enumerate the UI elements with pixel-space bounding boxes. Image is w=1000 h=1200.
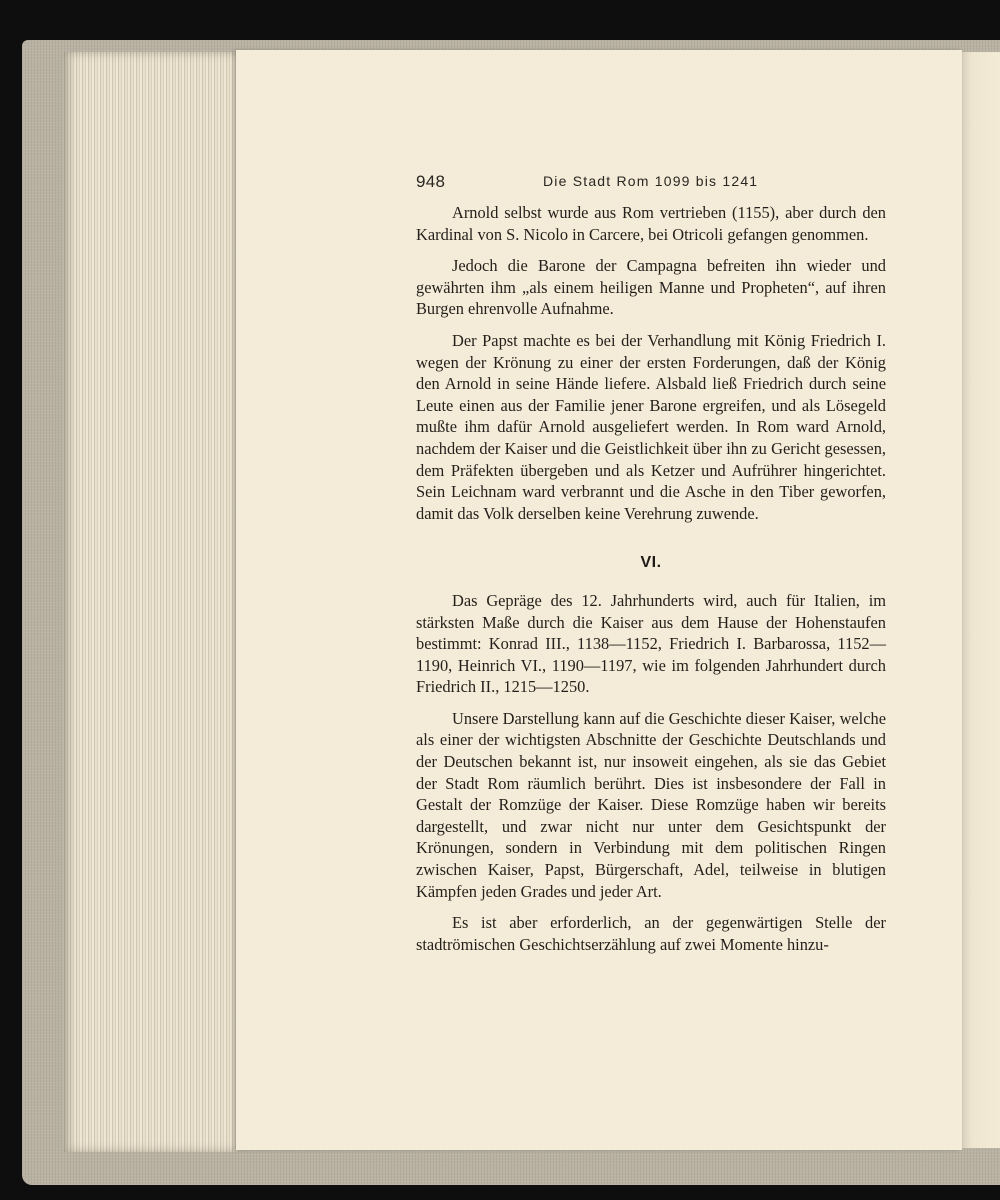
paragraph: Das Gepräge des 12. Jahrhunderts wird, auch für Italien, im stärksten Maße durch die Kaiser aus dem Hause der Hohenstaufen bestimmt: Konrad III., 1138—1152, Friedrich I. Barbarossa, 1152—1190, Heinrich VI., 1190—1197, wie im folgenden Jahrhundert durch Friedrich II., 1215—1250. xyxy=(416,590,886,697)
book-page xyxy=(236,50,962,1150)
paragraph: Jedoch die Barone der Campagna befreiten ihn wieder und gewährten ihm „als einem heiligen Manne und Propheten“, auf ihren Burgen ehrenvolle Aufnahme. xyxy=(416,256,886,319)
next-page-edge xyxy=(962,52,1000,1148)
section-heading: VI. xyxy=(640,554,662,572)
paragraph: Unsere Darstellung kann auf die Geschichte dieser Kaiser, welche als einer der wichtigsten Abschnitte der Geschichte Deutschlands und der Deutschen bekannt ist, nur insoweit eingehen, als sie das Gebiet der Stadt Rom räumlich berührt. Dies ist insbesondere der Fall in Gestalt der Romzüge der Kaiser. Diese Romzüge haben wir bereits dargestellt, und zwar nicht nur unter dem Gesichtspunkt der Krönungen, sondern in Verbindung mit dem politischen Ringen zwischen Kaiser, Papst, Bürgerschaft, Adel, teilweise in blutigen Kämpfen jeden Grades und jeder Art. xyxy=(416,708,886,901)
page-number: 948 xyxy=(416,172,446,191)
page-edges xyxy=(62,52,244,1152)
paragraph: Arnold selbst wurde aus Rom vertrieben (1155), aber durch den Kardinal von S. Nicolo in Carcere, bei Otricoli gefangen genommen. xyxy=(416,203,886,244)
text-block xyxy=(416,202,886,965)
running-title: Die Stadt Rom 1099 bis 1241 xyxy=(543,173,759,189)
running-head xyxy=(416,172,886,194)
paragraph: Der Papst machte es bei der Verhandlung mit König Friedrich I. wegen der Krönung zu einer der ersten Forderungen, daß der König den Arnold in seine Hände liefere. Alsbald ließ Friedrich durch seine Leute einen aus der Familie jener Barone ergreifen, und als Lösegeld mußte ihm dafür Arnold ausgeliefert werden. In Rom ward Arnold, nachdem der Kaiser und die Geistlichkeit über ihn zu Gericht gesessen, dem Präfekten übergeben und als Ketzer und Aufrührer hingerichtet. Sein Leichnam ward verbrannt und die Asche in den Tiber geworfen, damit das Volk derselben keine Verehrung zuwende. xyxy=(416,330,886,523)
paragraph: Es ist aber erforderlich, an der gegenwärtigen Stelle der stadtrömischen Geschichtserzählung auf zwei Momente hinzu- xyxy=(416,913,886,954)
